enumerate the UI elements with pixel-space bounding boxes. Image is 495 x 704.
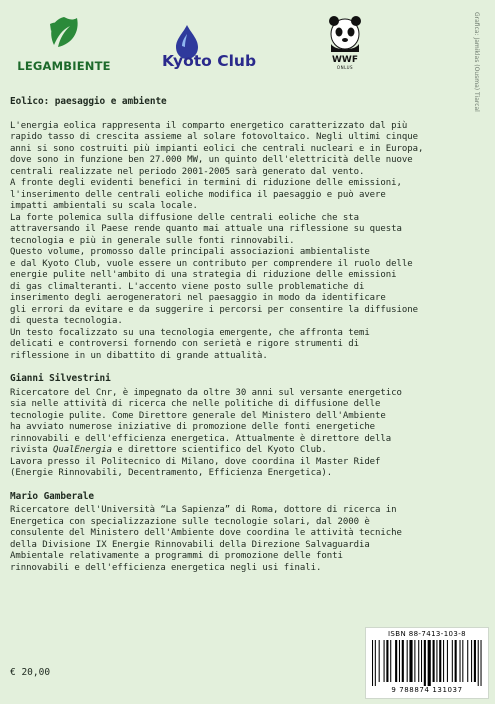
text-line: L'energia eolica rappresenta il comparto energetico caratterizzato dal più [10, 120, 408, 131]
kyoto-club-logo [160, 24, 265, 76]
text-line: Questo volume, promosso dalle principali associazioni ambientaliste [10, 247, 370, 257]
text-line: inserimento degli aerogeneratori nel paesaggio in modo da identificare [10, 293, 386, 303]
barcode-bar [421, 640, 422, 682]
text-line: La forte polemica sulla diffusione delle centrali eoliche che sta [10, 212, 359, 223]
magazine-title: QualEnergia [52, 445, 113, 455]
panda-icon [327, 14, 363, 52]
section-heading-eolico: Eolico: paesaggio e ambiente [10, 96, 167, 107]
text-fragment: e direttore scientifico del Kyoto Club. [112, 445, 327, 455]
text-line: consulente del Ministero dell'Ambiente dove coordina le attività tecniche [10, 528, 402, 538]
barcode-bar [455, 640, 457, 682]
text-line: tecnologia e più in generale sulle fonti rinnovabili. [10, 235, 295, 246]
barcode-bar [386, 640, 388, 682]
text-line: della Divisione IX Energie Rinnovabili della Direzione Salvaguardia [10, 539, 370, 550]
barcode-bar [433, 640, 435, 682]
back-cover-text [10, 96, 472, 574]
text-line: riflessione in un dibattito di grande attualità. [10, 350, 268, 361]
text-line: centrali realizzate nel periodo 2001-2005 sarà generato dal vento. [10, 166, 365, 177]
barcode-bar [428, 640, 431, 686]
barcode-bars [370, 640, 484, 686]
text-line: (Energie Rinnovabili, Decentramento, Efficienza Energetica). [10, 468, 333, 478]
barcode-bar [478, 640, 479, 686]
barcode-bar [467, 640, 468, 682]
text-line: tecnologie pulite. Come Direttore generale del Ministero dell'Ambiente [10, 410, 386, 421]
text-line: Lavora presso il Politecnico di Milano, dove coordina il Master Ridef [10, 456, 381, 467]
barcode-bar [414, 640, 415, 682]
text-line: delicati e controversi fornendo con serietà e rigore strumenti di [10, 339, 359, 349]
text-line: e dal Kyoto Club, vuole essere un contributo per comprendere il ruolo delle [10, 258, 413, 269]
barcode-bar [471, 640, 472, 682]
description-paragraph [10, 121, 472, 363]
text-line: Ricercatore dell'Università “La Sapienza” di Roma, dottore di ricerca in [10, 505, 397, 515]
barcode-bar [447, 640, 448, 682]
text-line: di questa tecnologia. [10, 316, 123, 326]
author-name-gamberale: Mario Gamberale [10, 490, 94, 502]
text-line: Energetica con specializzazione sulle tecnologie solari, dal 2000 è [10, 516, 370, 527]
barcode-bar [407, 640, 408, 682]
barcode-bar [424, 640, 426, 686]
text-line: sia nelle attività di ricerca che nelle politiche di diffusione delle [10, 399, 381, 409]
legambiente-leaf-icon [44, 14, 84, 50]
barcode-bar [452, 640, 453, 682]
barcode-bar [436, 640, 437, 682]
text-line: Ricercatore del Cnr, è impegnato da oltre 30 anni sul versante energetico [10, 387, 402, 398]
isbn-barcode [365, 627, 489, 699]
legambiente-wordmark: LEGAMBIENTE [17, 59, 111, 73]
barcode-bar [460, 640, 461, 682]
price-label: € 20,00 [10, 667, 51, 678]
text-line: di gas climalteranti. L'accento viene posto sulle problematiche di [10, 281, 365, 292]
wwf-logo [325, 14, 365, 76]
barcode-bar [418, 640, 419, 682]
barcode-bar [481, 640, 482, 686]
text-line: rinnovabili e dell'efficienza energetica. Attualmente è direttore della [10, 433, 392, 444]
isbn-number: ISBN 88-7413-103-8 [387, 630, 467, 638]
text-line: attraversando il Paese rende quanto mai attuale una riflessione su questa [10, 224, 402, 234]
text-line: dove sono in funzione ben 27.000 MW, un quinto dell'elettricità delle nuove [10, 155, 413, 165]
author-bio-gamberale [10, 505, 472, 574]
ean-digits: 9 788874 131037 [391, 686, 463, 694]
author-name-silvestrini: Gianni Silvestrini [10, 373, 111, 384]
barcode-bar [474, 640, 476, 682]
barcode-bar [409, 640, 412, 682]
text-fragment: rivista [10, 445, 53, 455]
barcode-bar [379, 640, 380, 682]
kyoto-club-wordmark: Kyoto Club [162, 52, 257, 70]
text-line: rinnovabili e dell'efficienza energetica negli usi finali. [10, 562, 322, 573]
barcode-bar [462, 640, 463, 682]
barcode-bar [375, 640, 376, 686]
wwf-wordmark: WWF [331, 55, 358, 65]
graphic-design-credit: Grafica: Jamiklas (Ousma) Tiarcal [473, 12, 480, 112]
text-line: gli errori da evitare e da suggerire i percorsi per consentire la diffusione [10, 304, 419, 315]
barcode-bar [399, 640, 400, 682]
text-line: ha avviato numerose iniziative di promozione delle fonti energetiche [10, 422, 376, 432]
text-line: anni si sono costruiti più impianti eolici che centrali nucleari e in Europa, [10, 143, 424, 154]
wwf-subtitle: ONLUS [336, 65, 354, 70]
barcode-bar [384, 640, 385, 682]
text-line: impatti ambientali su scala locale. [10, 201, 198, 211]
text-line: A fronte degli evidenti benefici in termini di riduzione delle emissioni, [10, 178, 402, 188]
text-line: rapido tasso di crescita assieme al solare fotovoltaico. Negli ultimi cinque [10, 132, 419, 142]
author-bio-silvestrini [10, 388, 472, 480]
text-line: l'inserimento delle centrali eoliche modifica il paesaggio e può avere [10, 189, 386, 200]
barcode-bar [390, 640, 391, 682]
text-line: Ambientale relativamente a programmi di promozione delle fonti [10, 551, 343, 561]
text-line [10, 445, 472, 457]
barcode-bar [372, 640, 373, 686]
barcode-bar [443, 640, 444, 682]
barcode-bar [395, 640, 397, 682]
barcode-bar [439, 640, 441, 682]
barcode-bar [402, 640, 404, 682]
text-line: Un testo focalizzato su una tecnologia emergente, che affronta temi [10, 327, 370, 338]
text-line: energie pulite nell'ambito di una strategia di riduzione delle emissioni [10, 270, 397, 280]
legambiente-logo [14, 14, 114, 72]
